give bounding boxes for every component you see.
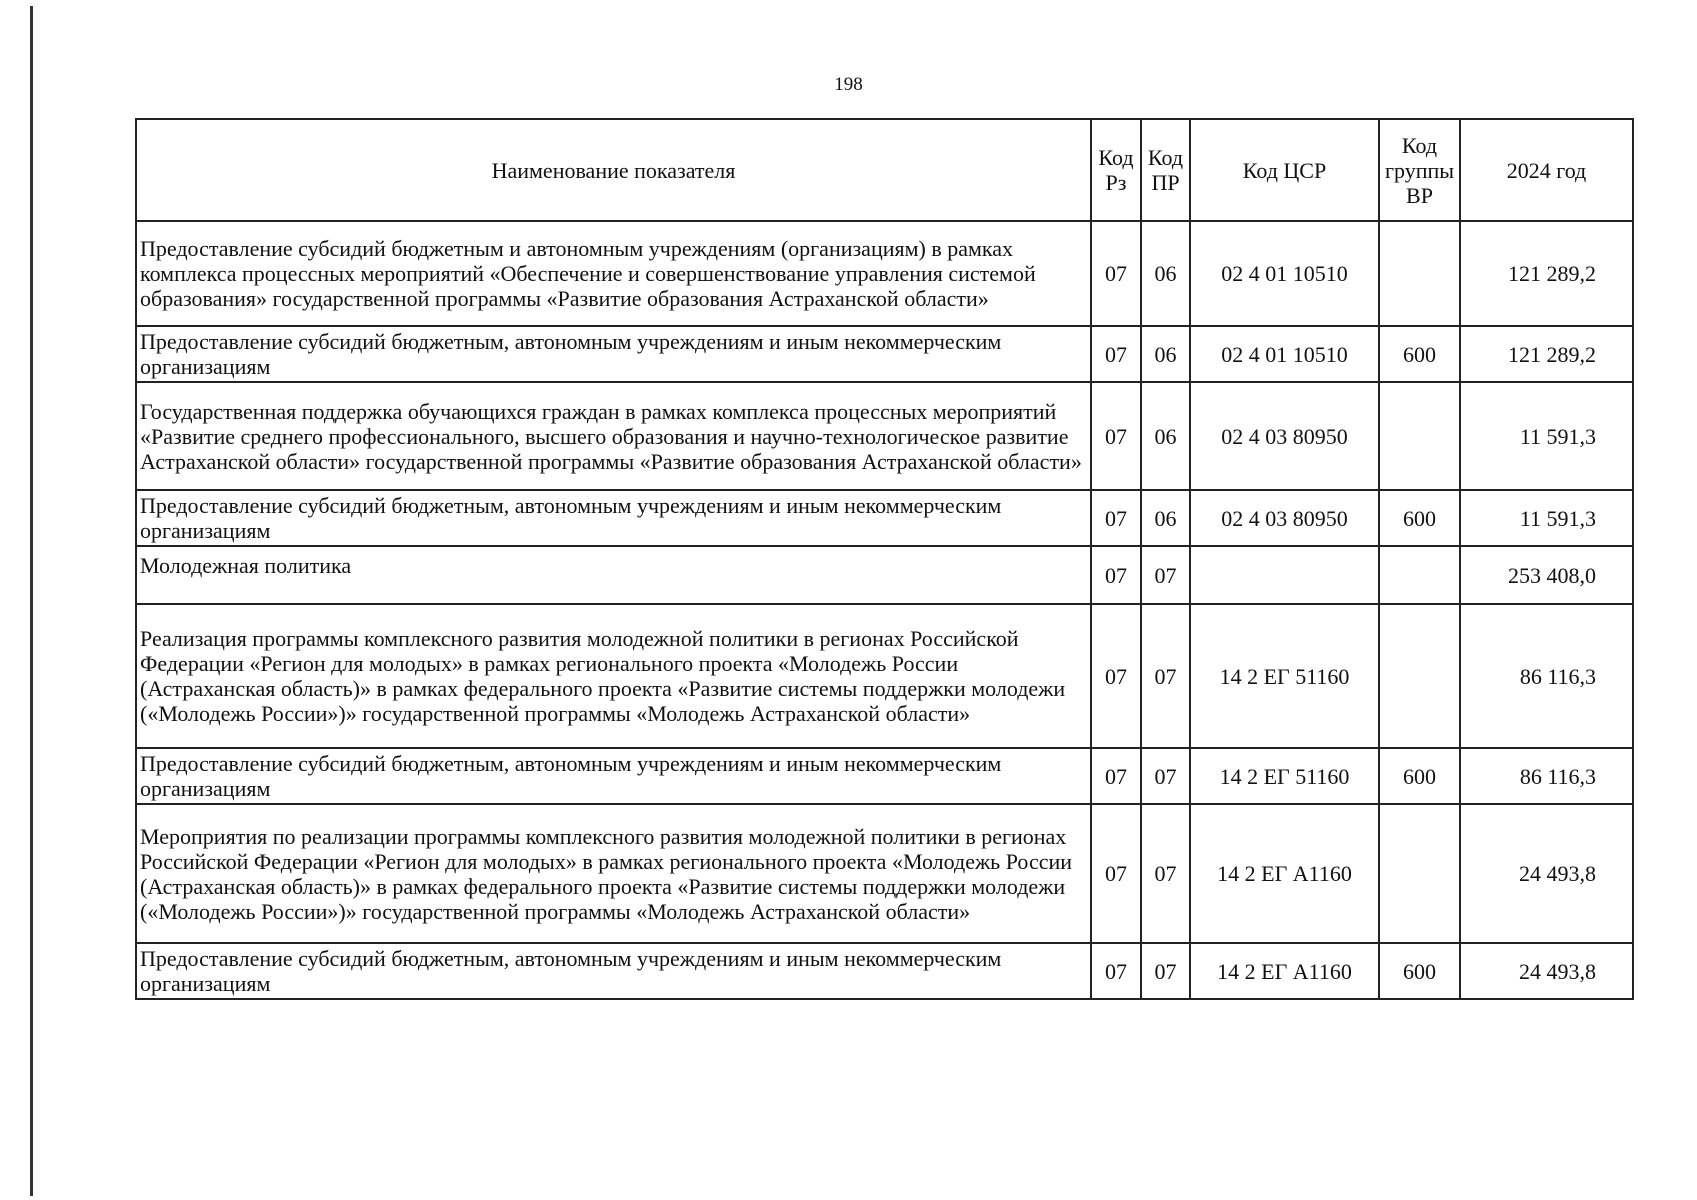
row-csr: 02 4 01 10510 [1190,326,1379,382]
row-amount: 24 493,8 [1460,943,1633,999]
header-vr-line-2: группы [1384,157,1455,183]
row-csr: 02 4 03 80950 [1190,490,1379,546]
row-csr: 14 2 ЕГ А1160 [1190,804,1379,943]
row-name: Мероприятия по реализации программы комплексного развития молодежной политики в регионах Российской Федерации «Регион для молодых» в рамках регионального проекта «Молодежь России (Астраханская область)» в рамках федерального проекта «Развитие системы поддержки молодежи («Молодежь России»)» государственной программы «Молодежь Астраханской области» [136,804,1091,943]
row-name: Предоставление субсидий бюджетным, автономным учреждениям и иным некоммерческим организациям [136,943,1091,999]
header-year-text: 2024 год [1506,157,1587,183]
header-csr [1190,119,1379,221]
row-pr: 07 [1141,943,1190,999]
header-rz-line-2: Рз [1105,170,1127,195]
row-pr: 06 [1141,382,1190,490]
row-name: Реализация программы комплексного развития молодежной политики в регионах Российской Федерации «Регион для молодых» в рамках регионального проекта «Молодежь России (Астраханская область)» в рамках федерального проекта «Развитие системы поддержки молодежи («Молодежь России»)» государственной программы «Молодежь Астраханской области» [136,604,1091,748]
row-name: Предоставление субсидий бюджетным, автономным учреждениям и иным некоммерческим организациям [136,326,1091,382]
row-csr: 02 4 01 10510 [1190,221,1379,326]
binding-margin-line [30,6,33,1196]
header-csr-text: Код ЦСР [1242,157,1327,183]
row-amount: 86 116,3 [1460,748,1633,804]
row-csr: 02 4 03 80950 [1190,382,1379,490]
table-row [136,943,1633,999]
row-name: Предоставление субсидий бюджетным, автономным учреждениям и иным некоммерческим организациям [136,490,1091,546]
header-vr-line-1: Код [1401,132,1438,158]
row-amount: 24 493,8 [1460,804,1633,943]
row-csr: 14 2 ЕГ 51160 [1190,604,1379,748]
row-vr [1379,804,1460,943]
header-rz [1091,119,1141,221]
row-vr: 600 [1379,943,1460,999]
row-rz: 07 [1091,748,1141,804]
row-name: Государственная поддержка обучающихся граждан в рамках комплекса процессных мероприятий «Развитие среднего профессионального, высшего образования и научно-технологическое развитие Астраханской области» государственной программы «Развитие образования Астраханской области» [136,382,1091,490]
row-vr: 600 [1379,490,1460,546]
row-rz: 07 [1091,943,1141,999]
table-row [136,326,1633,382]
row-rz: 07 [1091,382,1141,490]
row-pr: 06 [1141,326,1190,382]
row-vr [1379,221,1460,326]
header-pr-line-2: ПР [1151,170,1180,195]
row-rz: 07 [1091,326,1141,382]
row-name: Молодежная политика [136,546,1091,604]
row-vr [1379,604,1460,748]
row-amount: 253 408,0 [1460,546,1633,604]
table-row [136,382,1633,490]
row-name: Предоставление субсидий бюджетным и автономным учреждениям (организациям) в рамках комплекса процессных мероприятий «Обеспечение и совершенствование управления системой образования» государственной программы «Развитие образования Астраханской области» [136,221,1091,326]
page-number: 198 [834,74,863,95]
row-pr: 06 [1141,490,1190,546]
row-pr: 07 [1141,604,1190,748]
row-csr: 14 2 ЕГ А1160 [1190,943,1379,999]
table-row [136,748,1633,804]
row-rz: 07 [1091,221,1141,326]
row-csr: 14 2 ЕГ 51160 [1190,748,1379,804]
row-vr: 600 [1379,326,1460,382]
table-row [136,546,1633,604]
row-pr: 06 [1141,221,1190,326]
header-vr-line-3: ВР [1406,182,1433,208]
header-name [136,119,1091,221]
row-pr: 07 [1141,546,1190,604]
row-rz: 07 [1091,604,1141,748]
header-pr-line-1: Код [1147,145,1184,170]
table-row [136,604,1633,748]
row-rz: 07 [1091,804,1141,943]
row-pr: 07 [1141,748,1190,804]
header-vr [1379,119,1460,221]
header-name-text: Наименование показателя [491,157,736,183]
row-amount: 86 116,3 [1460,604,1633,748]
row-amount: 121 289,2 [1460,326,1633,382]
row-name: Предоставление субсидий бюджетным, автономным учреждениям и иным некоммерческим организациям [136,748,1091,804]
row-amount: 121 289,2 [1460,221,1633,326]
row-vr [1379,546,1460,604]
table-header-row [136,119,1633,221]
row-rz: 07 [1091,490,1141,546]
row-amount: 11 591,3 [1460,490,1633,546]
header-pr [1141,119,1190,221]
header-year [1460,119,1633,221]
header-rz-line-1: Код [1098,145,1134,170]
table-row [136,804,1633,943]
budget-table [135,118,1634,1000]
row-amount: 11 591,3 [1460,382,1633,490]
row-pr: 07 [1141,804,1190,943]
row-vr [1379,382,1460,490]
table-row [136,490,1633,546]
row-csr [1190,546,1379,604]
row-rz: 07 [1091,546,1141,604]
row-vr: 600 [1379,748,1460,804]
table-row [136,221,1633,326]
